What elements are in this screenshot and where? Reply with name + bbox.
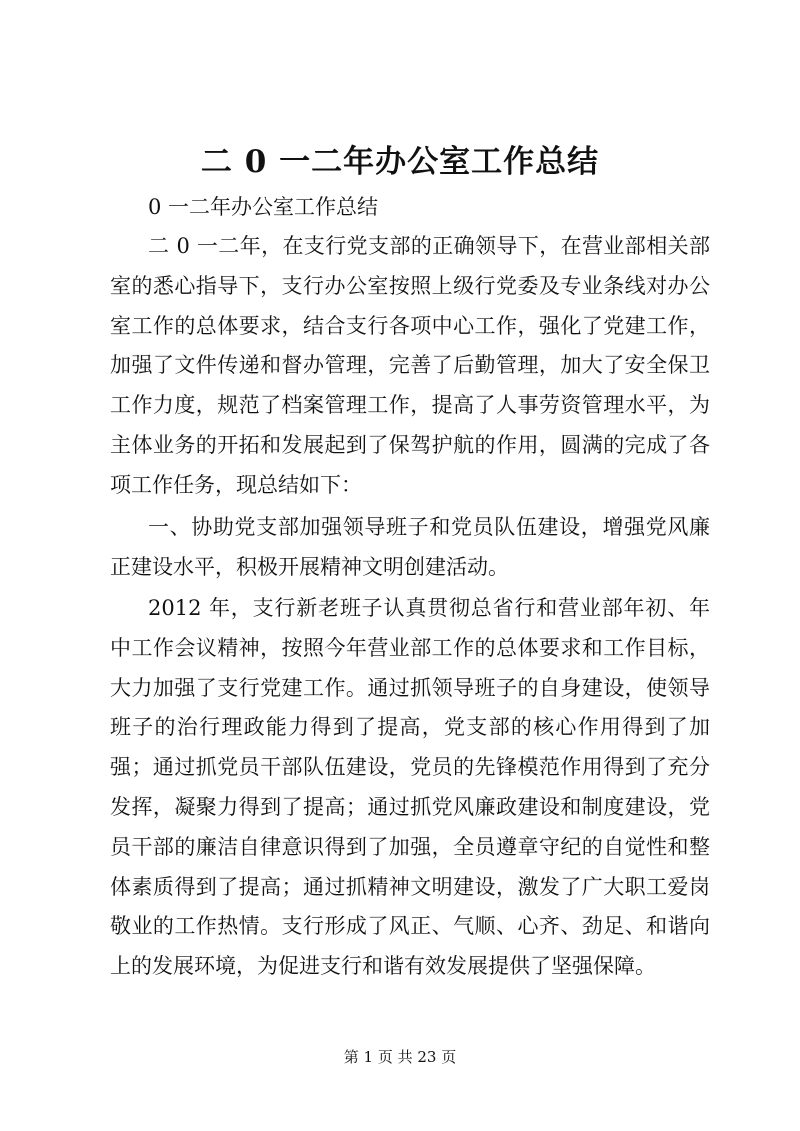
document-subtitle: 0 一二年办公室工作总结	[148, 195, 379, 219]
page-number-footer: 第 1 页 共 23 页	[343, 1048, 457, 1066]
section-heading-paragraph: 一、协助党支部加强领导班子和党员队伍建设，增强党风廉正建设水平，积极开展精神文明创建活动。	[110, 515, 710, 579]
intro-paragraph: 二 0 一二年，在支行党支部的正确领导下，在营业部相关部室的悉心指导下，支行办公室按照上级行党委及专业条线对办公室工作的总体要求，结合支行各项中心工作，强化了党建工作，加强了文件传递和督办管理，完善了后勤管理，加大了安全保卫工作力度，规范了档案管理工作，提高了人事劳资管理水平，为主体业务的开拓和发展起到了保驾护航的作用，圆满的完成了各项工作任务，现总结如下：	[110, 234, 710, 497]
body-paragraph: 2012 年，支行新老班子认真贯彻总省行和营业部年初、年中工作会议精神，按照今年营业部工作的总体要求和工作目标，大力加强了支行党建工作。通过抓领导班子的自身建设，使领导班子的治行理政能力得到了提高，党支部的核心作用得到了加强；通过抓党员干部队伍建设，党员的先锋模范作用得到了充分发挥，凝聚力得到了提高；通过抓党风廉政建设和制度建设，党员干部的廉洁自律意识得到了加强，全员遵章守纪的自觉性和整体素质得到了提高；通过抓精神文明建设，激发了广大职工爱岗敬业的工作热情。支行形成了风正、气顺、心齐、劲足、和谐向上的发展环境，为促进支行和谐有效发展提供了坚强保障。	[110, 596, 710, 979]
document-title: 二 0 一二年办公室工作总结	[200, 144, 600, 180]
